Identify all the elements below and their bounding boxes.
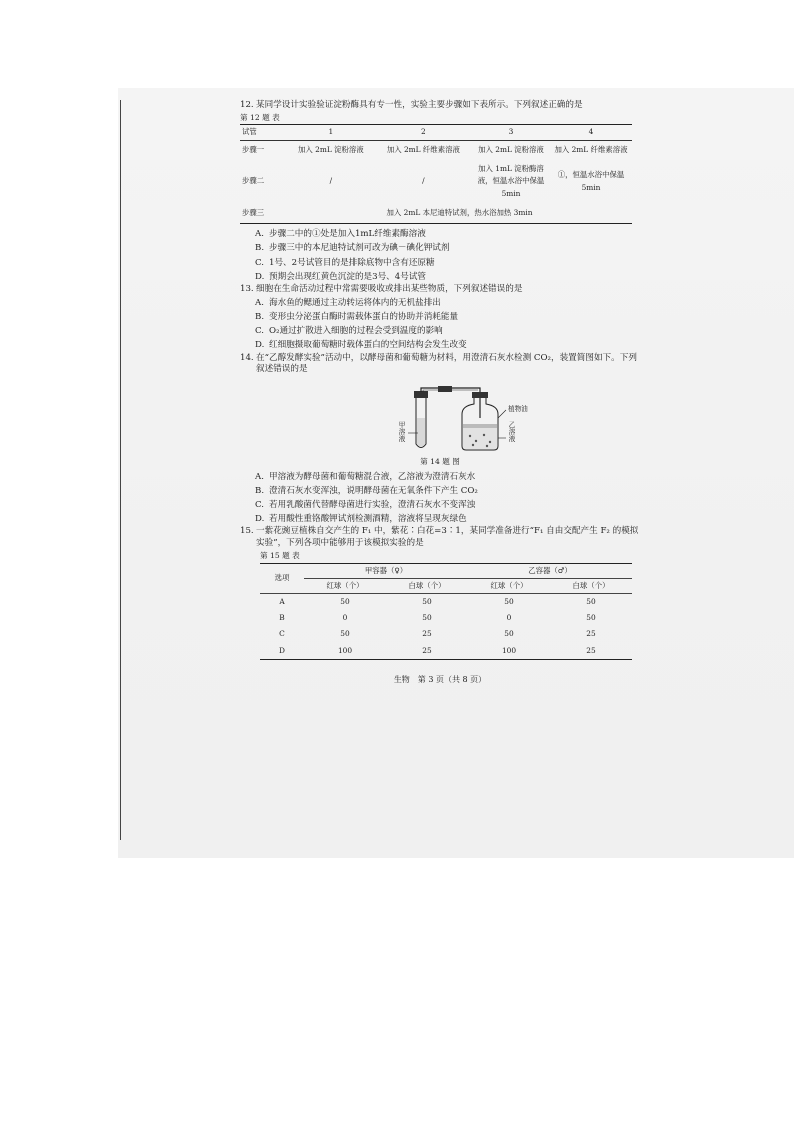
table-subheader-row xyxy=(260,578,632,593)
header-cell: 2 xyxy=(375,125,472,140)
header-cell: 白球（个） xyxy=(550,578,632,593)
table-cell: 加入 2mL 纤维素溶液 xyxy=(554,144,628,154)
question-text: 细胞在生命活动过程中常需要吸收或排出某些物质，下列叙述错误的是 xyxy=(256,284,523,294)
table-header-row xyxy=(260,563,632,578)
table-cell-merged: 加入 2mL 本尼迪特试剂，热水浴加热 3min xyxy=(386,208,533,218)
header-cell: 红球（个） xyxy=(468,578,550,593)
table-row xyxy=(240,160,632,205)
header-cell: 选项 xyxy=(260,563,304,593)
question-number: 13. xyxy=(240,284,254,294)
oil-leader-line xyxy=(498,410,506,418)
figure-caption: 第 14 题 图 xyxy=(420,457,460,467)
page-footer: 生物 第 3 页（共 8 页） xyxy=(393,674,487,684)
option-b: B. 变形虫分泌蛋白酶时需载体蛋白的协助并消耗能量 xyxy=(255,312,459,323)
table-row xyxy=(240,140,632,159)
header-cell: 红球（个） xyxy=(304,578,386,593)
table-caption: 第 12 题 表 xyxy=(240,112,280,122)
question-number: 12. xyxy=(240,100,254,110)
table-cell: 加入 1mL 淀粉酶溶液，恒温水浴中保温 5min xyxy=(477,163,545,199)
table-cell: 加入 2mL 纤维素溶液 xyxy=(386,144,460,154)
oil-layer xyxy=(463,424,497,428)
experiment-steps-table xyxy=(240,124,632,224)
option-b: B. 澄清石灰水变浑浊，说明酵母菌在无氧条件下产生 CO₂ xyxy=(255,485,478,496)
header-cell: 4 xyxy=(550,125,632,140)
row-label: 步骤三 xyxy=(242,208,265,218)
option-c: C. O₂通过扩散进入细胞的过程会受到温度的影响 xyxy=(255,326,443,337)
option-a: A. 海水鱼的鳃通过主动转运将体内的无机盐排出 xyxy=(255,297,441,308)
bottle-solution xyxy=(463,428,497,449)
apparatus-drawing xyxy=(240,378,640,454)
tube-solution xyxy=(417,418,425,447)
header-cell: 白球（个） xyxy=(386,578,468,593)
question-13 xyxy=(240,284,640,353)
header-group-b: 乙容器（♂） xyxy=(468,563,632,578)
header-cell: 1 xyxy=(287,125,375,140)
oil-label: 植物油 xyxy=(508,405,528,414)
question-number: 14. xyxy=(240,352,254,363)
fermentation-apparatus-figure xyxy=(240,378,640,454)
exam-page xyxy=(240,100,640,685)
jia-solution-label: 甲溶液 xyxy=(398,421,406,444)
table-row: B 0 50 0 50 xyxy=(279,613,596,623)
header-cell: 试管 xyxy=(240,125,287,140)
option-d: D. 预期会出现红黄色沉淀的是3号、4号试管 xyxy=(255,271,427,282)
row-label: 步骤二 xyxy=(242,176,265,186)
table-row: A 50 50 50 50 xyxy=(279,597,596,607)
table-caption: 第 15 题 表 xyxy=(260,551,300,561)
header-cell: 3 xyxy=(472,125,550,140)
option-d: D. 红细胞摄取葡萄糖时载体蛋白的空间结构会发生改变 xyxy=(255,340,467,351)
table-cell: 加入 2mL 淀粉溶液 xyxy=(478,144,544,154)
table-row: C 50 25 50 25 xyxy=(279,629,596,639)
option-c: C. 1号、2号试管目的是排除底物中含有还原糖 xyxy=(255,257,435,268)
table-cell: / xyxy=(422,176,425,186)
question-12 xyxy=(240,100,640,284)
question-number: 15. xyxy=(240,526,254,537)
option-a: A. 步骤二中的①处是加入1mL纤维素酶溶液 xyxy=(255,229,426,240)
connecting-tube xyxy=(421,388,480,418)
row-label: 步骤一 xyxy=(242,144,265,154)
option-d: D. 若用酸性重铬酸钾试剂检测酒精，溶液将呈现灰绿色 xyxy=(255,514,467,525)
simulation-options-table xyxy=(260,563,632,660)
question-14 xyxy=(240,353,640,527)
table-cell: / xyxy=(329,176,333,186)
table-cell: ①，恒温水浴中保温 5min xyxy=(557,169,625,192)
header-group-a: 甲容器（♀） xyxy=(304,563,468,578)
table-row: D 100 25 100 25 xyxy=(279,645,596,655)
question-text: 一紫花豌豆植株自交产生的 F₁ 中，紫花∶白花=3∶1，某同学准备进行“F₁ 自由交配产生 F₂ 的模拟实验”，下列各项中能够用于该模拟实验的是 xyxy=(256,526,639,549)
question-15 xyxy=(240,526,640,660)
option-a: A. 甲溶液为酵母菌和葡萄糖混合液，乙溶液为澄清石灰水 xyxy=(255,471,476,482)
table-cell: 加入 2mL 淀粉溶液 xyxy=(298,144,364,154)
yi-solution-label: 乙溶液 xyxy=(508,421,516,444)
rubber-joint xyxy=(438,386,452,392)
scan-left-edge-line xyxy=(120,100,121,840)
tube-stopper xyxy=(414,391,428,398)
question-text: 某同学设计实验验证淀粉酶具有专一性，实验主要步骤如下表所示。下列叙述正确的是 xyxy=(256,100,583,110)
option-c: C. 若用乳酸菌代替酵母菌进行实验，澄清石灰水不变浑浊 xyxy=(255,500,476,511)
bottle-stopper xyxy=(472,392,488,398)
question-text: 在“乙醇发酵实验”活动中，以酵母菌和葡萄糖为材料，用澄清石灰水检测 CO₂，装置简图如下。下列叙述错误的是 xyxy=(256,352,637,375)
option-b: B. 步骤三中的本尼迪特试剂可改为碘－碘化钾试剂 xyxy=(255,243,450,254)
table-header-row xyxy=(240,125,632,140)
table-row xyxy=(240,204,632,223)
